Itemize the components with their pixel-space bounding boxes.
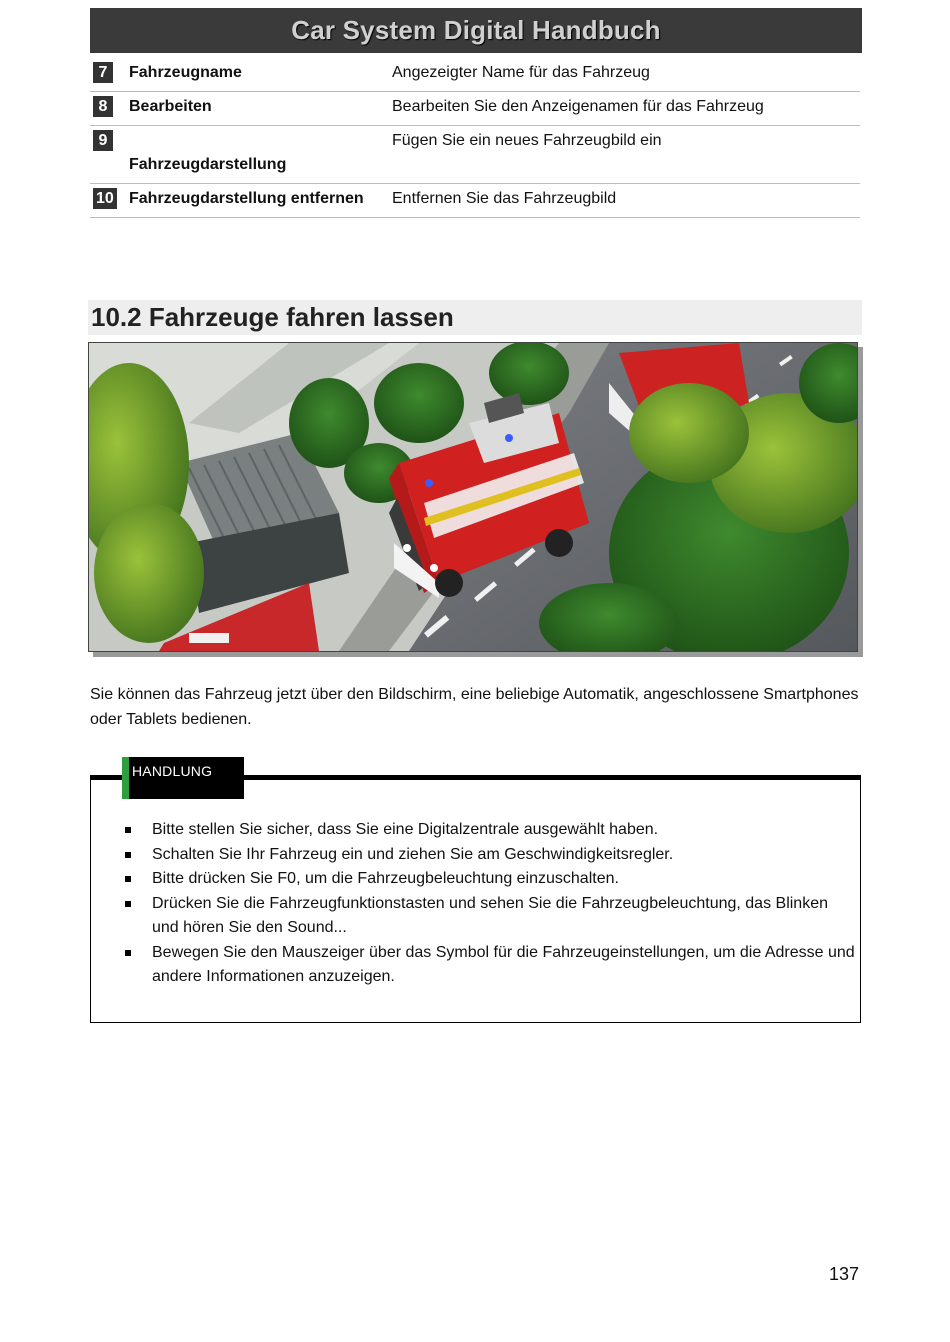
definition-table — [90, 58, 860, 218]
document-title: Car System Digital Handbuch — [291, 15, 661, 45]
row-number-badge: 10 — [93, 188, 117, 209]
table-row — [90, 126, 860, 184]
photo-illustration — [89, 343, 857, 651]
section-heading-text: 10.2 Fahrzeuge fahren lassen — [91, 302, 454, 332]
list-item: Bewegen Sie den Mauszeiger über das Symbol für die Fahrzeugeinstellungen, um die Adresse und andere Informationen anzuzeigen. — [120, 941, 855, 990]
body-paragraph: Sie können das Fahrzeug jetzt über den Bildschirm, eine beliebige Automatik, angeschlossene Smartphones oder Tablets bedienen. — [90, 686, 859, 728]
row-description: Fügen Sie ein neues Fahrzeugbild ein — [392, 132, 662, 149]
list-item: Bitte stellen Sie sicher, dass Sie eine Digitalzentrale ausgewählt haben. — [120, 818, 855, 843]
list-item: Schalten Sie Ihr Fahrzeug ein und ziehen Sie am Geschwindigkeitsregler. — [120, 843, 855, 868]
row-number-badge: 9 — [93, 130, 113, 151]
header-banner — [90, 8, 862, 53]
row-term: Bearbeiten — [129, 98, 212, 115]
list-item: Bitte drücken Sie F0, um die Fahrzeugbeleuchtung einzuschalten. — [120, 867, 855, 892]
page-number: 137 — [829, 1264, 860, 1284]
callout-label: HANDLUNG — [132, 763, 213, 779]
row-description: Angezeigter Name für das Fahrzeug — [392, 64, 650, 81]
row-number-badge: 8 — [93, 96, 113, 117]
table-row — [90, 58, 860, 92]
action-steps-list — [120, 818, 855, 990]
fire-trucks-diorama-photo — [88, 342, 858, 652]
row-term: Fahrzeugname — [129, 64, 242, 81]
section-heading — [88, 300, 862, 335]
table-row — [90, 92, 860, 126]
list-item: Drücken Sie die Fahrzeugfunktionstasten und sehen Sie die Fahrzeugbeleuchtung, das Blinken und hören Sie den Sound... — [120, 892, 855, 941]
row-term: Fahrzeugdarstellung — [129, 156, 287, 173]
row-term: Fahrzeugdarstellung entfernen — [129, 190, 364, 207]
table-row — [90, 184, 860, 218]
row-description: Entfernen Sie das Fahrzeugbild — [392, 190, 617, 207]
row-number-badge: 7 — [93, 62, 113, 83]
callout-label-tab — [122, 757, 244, 799]
row-description: Bearbeiten Sie den Anzeigenamen für das Fahrzeug — [392, 98, 764, 115]
